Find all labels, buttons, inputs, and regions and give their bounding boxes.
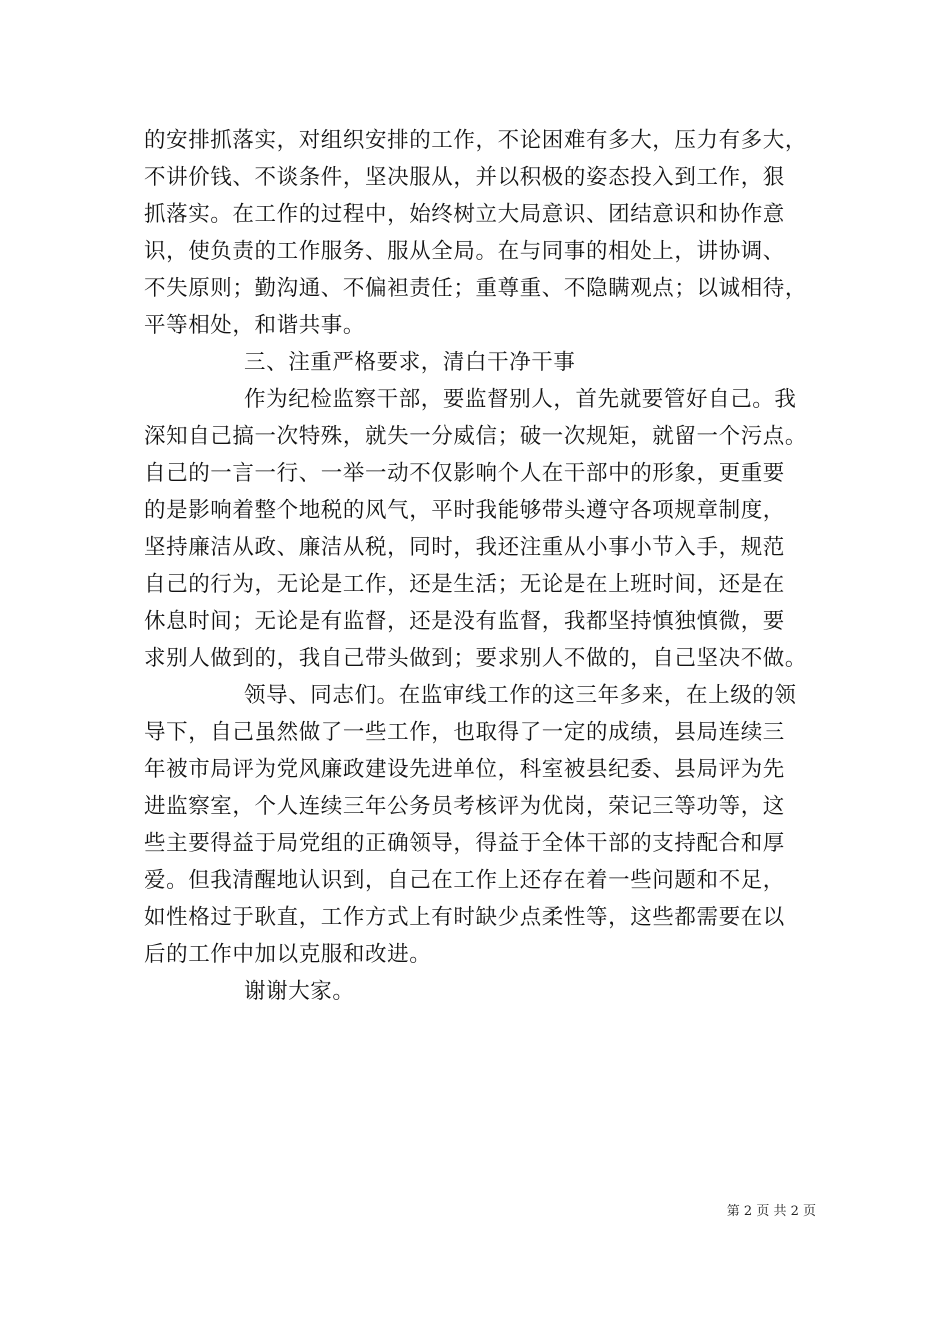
text-line: 不失原则；勤沟通、不偏袒责任；重尊重、不隐瞒观点；以诚相待， [144, 276, 808, 301]
text-line: 平等相处，和谐共事。 [144, 313, 366, 338]
text-line: 的是影响着整个地税的风气，平时我能够带头遵守各项规章制度， [144, 498, 785, 523]
text-line: 领导、同志们。在监审线工作的这三年多来，在上级的领 [244, 683, 797, 708]
section-heading: 三、注重严格要求，清白干净干事 [244, 350, 576, 375]
closing-line: 谢谢大家。 [244, 979, 355, 1004]
text-line: 后的工作中加以克服和改进。 [144, 942, 432, 967]
text-line: 抓落实。在工作的过程中，始终树立大局意识、团结意识和协作意 [144, 202, 785, 227]
text-line: 爱。但我清醒地认识到，自己在工作上还存在着一些问题和不足， [144, 868, 785, 893]
text-line: 进监察室，个人连续三年公务员考核评为优岗，荣记三等功等，这 [144, 794, 785, 819]
text-line: 年被市局评为党风廉政建设先进单位，科室被县纪委、县局评为先 [144, 757, 785, 782]
text-line: 求别人做到的，我自己带头做到；要求别人不做的，自己坚决不做。 [144, 646, 808, 671]
document-body [144, 122, 816, 1010]
text-line: 作为纪检监察干部，要监督别人，首先就要管好自己。我 [244, 387, 797, 412]
text-line: 自己的一言一行、一举一动不仅影响个人在干部中的形象，更重要 [144, 461, 785, 486]
text-line: 些主要得益于局党组的正确领导，得益于全体干部的支持配合和厚 [144, 831, 785, 856]
text-line: 识，使负责的工作服务、服从全局。在与同事的相处上，讲协调、 [144, 239, 785, 264]
text-line: 坚持廉洁从政、廉洁从税，同时，我还注重从小事小节入手，规范 [144, 535, 785, 560]
text-line: 不讲价钱、不谈条件，坚决服从，并以积极的姿态投入到工作，狠 [144, 165, 785, 190]
page-number-footer: 第 2 页 共 2 页 [726, 1204, 816, 1219]
text-line: 的安排抓落实，对组织安排的工作，不论困难有多大，压力有多大， [144, 128, 808, 153]
text-line: 导下，自己虽然做了一些工作，也取得了一定的成绩，县局连续三 [144, 720, 785, 745]
text-line: 休息时间；无论是有监督，还是没有监督，我都坚持慎独慎微，要 [144, 609, 785, 634]
text-line: 深知自己搞一次特殊，就失一分威信；破一次规矩，就留一个污点。 [144, 424, 808, 449]
text-line: 如性格过于耿直，工作方式上有时缺少点柔性等，这些都需要在以 [144, 905, 785, 930]
text-line: 自己的行为，无论是工作，还是生活；无论是在上班时间，还是在 [144, 572, 785, 597]
